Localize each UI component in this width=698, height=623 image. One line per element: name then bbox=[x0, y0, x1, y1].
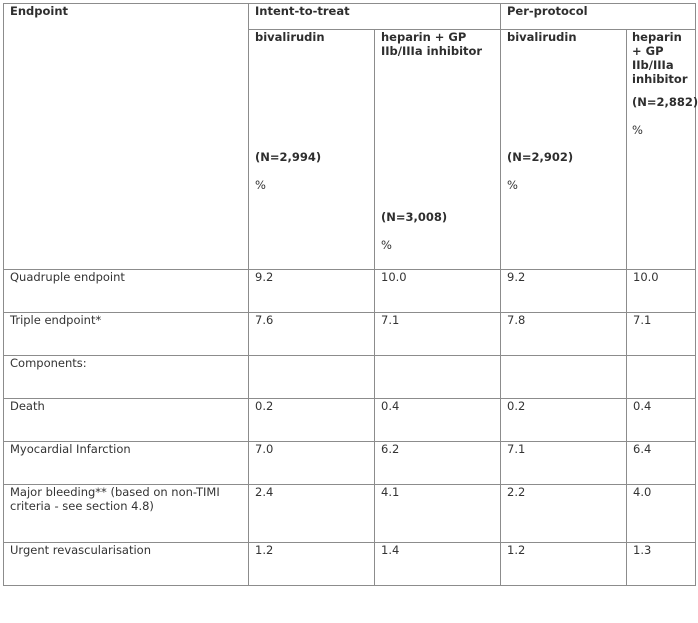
pp-header-cell bbox=[501, 4, 696, 30]
cell-itt-heparin bbox=[375, 485, 501, 543]
table-header-row bbox=[4, 4, 696, 30]
table-row bbox=[4, 313, 696, 356]
pp-heparin-n: (N=2,882) bbox=[632, 95, 698, 109]
itt-heparin-n: (N=3,008) bbox=[381, 210, 448, 224]
pp-heparin-drug-line4: inhibitor bbox=[632, 72, 688, 86]
cell-pp-bivalirudin bbox=[501, 485, 627, 543]
cell-itt-bivalirudin bbox=[249, 442, 375, 485]
pp-heparin-unit: % bbox=[632, 123, 643, 137]
cell-value: 0.4 bbox=[381, 399, 400, 413]
cell-value: 6.2 bbox=[381, 442, 400, 456]
row-label bbox=[4, 399, 249, 442]
pp-heparin-drug-line3: IIb/IIIa bbox=[632, 58, 674, 72]
cell-value: 1.4 bbox=[381, 543, 400, 557]
table-row bbox=[4, 399, 696, 442]
row-label bbox=[4, 543, 249, 586]
row-label bbox=[4, 270, 249, 313]
row-label-text: Quadruple endpoint bbox=[10, 270, 125, 284]
cell-itt-heparin bbox=[375, 442, 501, 485]
cell-value: 7.0 bbox=[255, 442, 274, 456]
itt-bivalirudin-n: (N=2,994) bbox=[255, 150, 322, 164]
row-label bbox=[4, 356, 249, 399]
cell-pp-bivalirudin bbox=[501, 356, 627, 399]
pp-bivalirudin-unit: % bbox=[507, 178, 518, 192]
row-label bbox=[4, 485, 249, 543]
cell-itt-bivalirudin bbox=[249, 485, 375, 543]
itt-heparin-drug-line1: heparin + GP bbox=[381, 30, 467, 44]
row-label bbox=[4, 313, 249, 356]
pp-bivalirudin-n: (N=2,902) bbox=[507, 150, 574, 164]
cell-pp-heparin bbox=[627, 356, 696, 399]
row-label-text: Triple endpoint* bbox=[10, 313, 102, 327]
pp-bivalirudin-header bbox=[501, 30, 627, 270]
cell-itt-bivalirudin bbox=[249, 399, 375, 442]
cell-itt-heparin bbox=[375, 313, 501, 356]
table-row bbox=[4, 270, 696, 313]
cell-pp-heparin bbox=[627, 313, 696, 356]
table-row bbox=[4, 442, 696, 485]
cell-value: 0.2 bbox=[255, 399, 274, 413]
cell-itt-bivalirudin bbox=[249, 270, 375, 313]
endpoint-header: Endpoint bbox=[10, 4, 69, 18]
row-label-text: Components: bbox=[10, 356, 87, 370]
intent-to-treat-header: Intent-to-treat bbox=[255, 4, 350, 18]
cell-value: 1.2 bbox=[507, 543, 526, 557]
cell-value: 6.4 bbox=[633, 442, 652, 456]
cell-value: 1.3 bbox=[633, 543, 652, 557]
cell-pp-heparin bbox=[627, 270, 696, 313]
pp-bivalirudin-drug: bivalirudin bbox=[507, 30, 577, 44]
cell-value: 1.2 bbox=[255, 543, 274, 557]
cell-value: 7.1 bbox=[507, 442, 526, 456]
row-label-text-line2: criteria - see section 4.8) bbox=[10, 499, 154, 513]
cell-value: 9.2 bbox=[507, 270, 526, 284]
row-label-text: Death bbox=[10, 399, 45, 413]
cell-value: 2.2 bbox=[507, 485, 526, 499]
itt-bivalirudin-unit: % bbox=[255, 178, 266, 192]
table-row bbox=[4, 485, 696, 543]
cell-itt-heparin bbox=[375, 399, 501, 442]
row-label bbox=[4, 442, 249, 485]
table-row bbox=[4, 356, 696, 399]
cell-value: 7.1 bbox=[381, 313, 400, 327]
cell-pp-bivalirudin bbox=[501, 543, 627, 586]
cell-itt-heparin bbox=[375, 356, 501, 399]
cell-value: 2.4 bbox=[255, 485, 274, 499]
cell-pp-bivalirudin bbox=[501, 270, 627, 313]
cell-itt-heparin bbox=[375, 270, 501, 313]
cell-pp-heparin bbox=[627, 543, 696, 586]
cell-value: 4.0 bbox=[633, 485, 652, 499]
endpoint-header-cell bbox=[4, 4, 249, 270]
pp-heparin-drug-line2: + GP bbox=[632, 44, 664, 58]
cell-pp-bivalirudin bbox=[501, 399, 627, 442]
results-table bbox=[3, 3, 696, 586]
cell-value: 7.1 bbox=[633, 313, 652, 327]
cell-value: 10.0 bbox=[381, 270, 407, 284]
cell-pp-heparin bbox=[627, 399, 696, 442]
cell-value: 10.0 bbox=[633, 270, 659, 284]
pp-heparin-drug-line1: heparin bbox=[632, 30, 682, 44]
cell-itt-bivalirudin bbox=[249, 313, 375, 356]
cell-pp-heparin bbox=[627, 485, 696, 543]
cell-pp-heparin bbox=[627, 442, 696, 485]
itt-bivalirudin-drug: bivalirudin bbox=[255, 30, 325, 44]
itt-bivalirudin-header bbox=[249, 30, 375, 270]
cell-itt-bivalirudin bbox=[249, 543, 375, 586]
itt-header-cell bbox=[249, 4, 501, 30]
cell-value: 4.1 bbox=[381, 485, 400, 499]
row-label-text-line1: Major bleeding** (based on non-TIMI bbox=[10, 485, 220, 499]
cell-itt-heparin bbox=[375, 543, 501, 586]
cell-value: 7.8 bbox=[507, 313, 526, 327]
cell-value: 0.2 bbox=[507, 399, 526, 413]
cell-pp-bivalirudin bbox=[501, 313, 627, 356]
row-label-text: Myocardial Infarction bbox=[10, 442, 131, 456]
pp-heparin-header bbox=[627, 30, 696, 270]
cell-value: 9.2 bbox=[255, 270, 274, 284]
per-protocol-header: Per-protocol bbox=[507, 4, 588, 18]
itt-heparin-header bbox=[375, 30, 501, 270]
row-label-text: Urgent revascularisation bbox=[10, 543, 152, 557]
cell-value: 0.4 bbox=[633, 399, 652, 413]
cell-itt-bivalirudin bbox=[249, 356, 375, 399]
cell-pp-bivalirudin bbox=[501, 442, 627, 485]
itt-heparin-drug-line2: IIb/IIIa inhibitor bbox=[381, 44, 483, 58]
itt-heparin-unit: % bbox=[381, 238, 392, 252]
cell-value: 7.6 bbox=[255, 313, 274, 327]
table-row bbox=[4, 543, 696, 586]
